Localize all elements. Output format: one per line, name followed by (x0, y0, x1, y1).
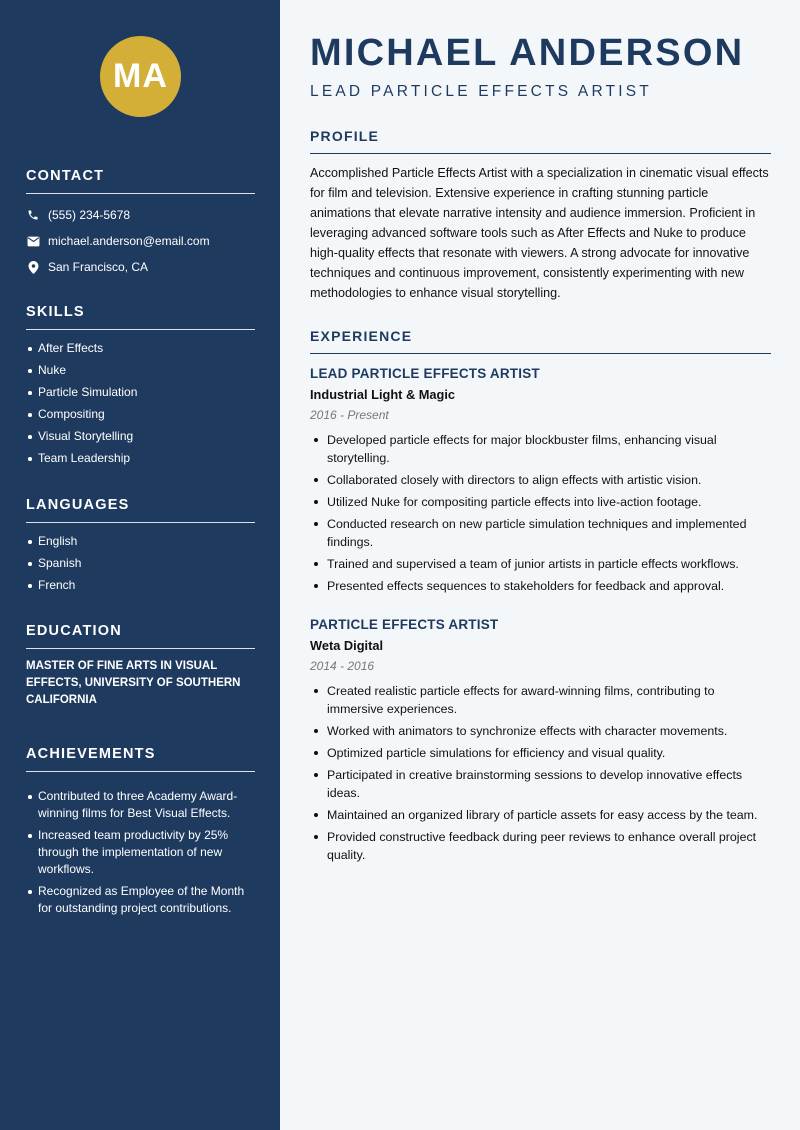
languages-section (26, 497, 255, 599)
job-company: Industrial Light & Magic (310, 387, 456, 402)
location-text: San Francisco, CA (48, 260, 149, 274)
sidebar (0, 0, 280, 1130)
list-item: Maintained an organized library of particle assets for easy access by the team. (310, 806, 771, 824)
list-item: Recognized as Employee of the Month for outstanding project contributions. (26, 883, 255, 917)
job-title: PARTICLE EFFECTS ARTIST (310, 617, 499, 632)
education-heading: EDUCATION (26, 623, 255, 649)
candidate-name: MICHAEL ANDERSON (310, 32, 745, 74)
avatar (100, 36, 181, 117)
contact-section (26, 168, 255, 276)
achievements-list (26, 788, 255, 917)
email-text: michael.anderson@email.com (48, 234, 210, 248)
list-item: Increased team productivity by 25% through the implementation of new workflows. (26, 827, 255, 878)
job-bullets (310, 682, 771, 864)
contact-location (26, 258, 255, 276)
list-item: Presented effects sequences to stakeholders for feedback and approval. (310, 577, 771, 595)
languages-heading: LANGUAGES (26, 497, 255, 523)
job-dates: 2014 - 2016 (310, 659, 375, 673)
avatar-initials: MA (113, 57, 168, 95)
phone-icon (26, 208, 40, 222)
education-section (26, 623, 255, 709)
list-item: French (26, 577, 255, 594)
list-item: Spanish (26, 555, 255, 572)
job-title: LEAD PARTICLE EFFECTS ARTIST (310, 366, 540, 381)
job-dates: 2016 - Present (310, 408, 389, 422)
list-item: Compositing (26, 406, 255, 423)
list-item: Particle Simulation (26, 384, 255, 401)
list-item: Worked with animators to synchronize effects with character movements. (310, 722, 771, 740)
list-item: Nuke (26, 362, 255, 379)
contact-email (26, 232, 255, 250)
email-icon (26, 234, 40, 248)
list-item: Created realistic particle effects for award-winning films, contributing to immersive experiences. (310, 682, 771, 718)
contact-phone (26, 206, 255, 224)
list-item: Contributed to three Academy Award-winning films for Best Visual Effects. (26, 788, 255, 822)
achievements-section (26, 746, 255, 922)
candidate-title: LEAD PARTICLE EFFECTS ARTIST (310, 83, 652, 100)
phone-text: (555) 234-5678 (48, 208, 131, 222)
job-entry (310, 366, 771, 599)
list-item: After Effects (26, 340, 255, 357)
list-item: Visual Storytelling (26, 428, 255, 445)
profile-heading: PROFILE (310, 128, 771, 154)
skills-section (26, 304, 255, 472)
list-item: Collaborated closely with directors to align effects with artistic vision. (310, 471, 771, 489)
list-item: Trained and supervised a team of junior artists in particle effects workflows. (310, 555, 771, 573)
list-item: Optimized particle simulations for efficiency and visual quality. (310, 744, 771, 762)
contact-heading: CONTACT (26, 168, 255, 194)
list-item: Conducted research on new particle simulation techniques and implemented findings. (310, 515, 771, 551)
education-degree: MASTER OF FINE ARTS IN VISUAL EFFECTS, UNIVERSITY OF SOUTHERN CALIFORNIA (26, 660, 241, 706)
list-item: English (26, 533, 255, 550)
experience-heading: EXPERIENCE (310, 328, 771, 354)
list-item: Participated in creative brainstorming sessions to develop innovative effects ideas. (310, 766, 771, 802)
languages-list (26, 533, 255, 594)
list-item: Team Leadership (26, 450, 255, 467)
achievements-heading: ACHIEVEMENTS (26, 746, 255, 772)
location-pin-icon (26, 260, 40, 274)
skills-list (26, 340, 255, 467)
list-item: Developed particle effects for major blockbuster films, enhancing visual storytelling. (310, 431, 771, 467)
list-item: Provided constructive feedback during peer reviews to enhance overall project quality. (310, 828, 771, 864)
profile-text: Accomplished Particle Effects Artist with a specialization in cinematic visual effects for film and television. Extensive experience in crafting stunning particle animations that elevate narrative intensity and audience immersion. Proficient in leveraging advanced software tools such as After Effects and Nuke to produce high-quality effects that resonate with viewers. A strong advocate for innovative techniques and continuous improvement, consistently experimenting with new methodologies to enhance visual storytelling. (310, 166, 769, 300)
list-item: Utilized Nuke for compositing particle effects into live-action footage. (310, 493, 771, 511)
job-entry (310, 617, 771, 868)
job-company: Weta Digital (310, 638, 384, 653)
skills-heading: SKILLS (26, 304, 255, 330)
job-bullets (310, 431, 771, 595)
